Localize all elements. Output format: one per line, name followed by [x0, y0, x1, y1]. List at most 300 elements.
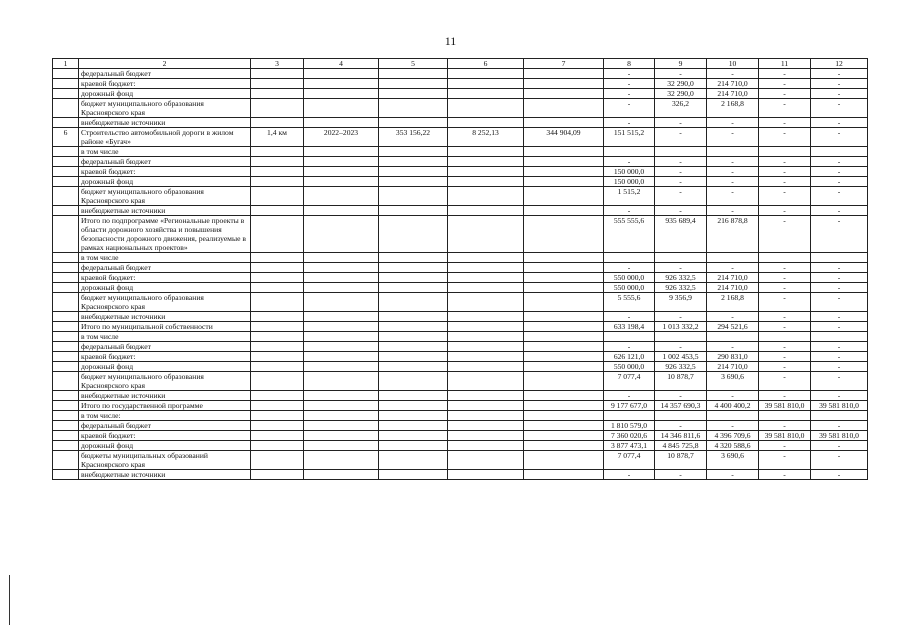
value-col-9: 10 878,7 — [655, 372, 707, 391]
cost-total-cell — [379, 69, 448, 79]
value-col-10: - — [707, 206, 759, 216]
period-cell — [304, 431, 379, 441]
row-number: 6 — [53, 128, 79, 147]
row-number — [53, 167, 79, 177]
period-cell — [304, 177, 379, 187]
header-col-1: 1 — [53, 59, 79, 69]
value-col-12 — [811, 411, 868, 421]
unit-cell — [251, 322, 304, 332]
cost-spent-cell — [448, 99, 524, 118]
value-col-9: 32 290,0 — [655, 89, 707, 99]
cost-total-cell — [379, 441, 448, 451]
value-col-10: 216 878,8 — [707, 216, 759, 253]
value-col-10: 3 690,6 — [707, 451, 759, 470]
column-number-header — [53, 59, 868, 69]
value-col-12 — [811, 147, 868, 157]
value-col-8 — [604, 253, 655, 263]
unit-cell — [251, 342, 304, 352]
value-col-10: - — [707, 157, 759, 167]
value-col-8: - — [604, 342, 655, 352]
header-col-3: 3 — [251, 59, 304, 69]
row-label: краевой бюджет: — [79, 431, 251, 441]
cost-spent-cell — [448, 69, 524, 79]
value-col-9: 926 332,5 — [655, 362, 707, 372]
period-cell — [304, 342, 379, 352]
table-row — [53, 431, 868, 441]
row-number — [53, 451, 79, 470]
value-col-9: - — [655, 470, 707, 480]
cost-remaining-cell — [524, 167, 604, 177]
cost-spent-cell — [448, 312, 524, 322]
cost-remaining-cell — [524, 177, 604, 187]
table-row — [53, 322, 868, 332]
value-col-9: - — [655, 206, 707, 216]
cost-spent-cell — [448, 147, 524, 157]
row-number — [53, 293, 79, 312]
value-col-12: - — [811, 187, 868, 206]
value-col-8: - — [604, 157, 655, 167]
value-col-9: 926 332,5 — [655, 283, 707, 293]
value-col-10: - — [707, 187, 759, 206]
unit-cell — [251, 312, 304, 322]
budget-table — [52, 58, 868, 480]
unit-cell — [251, 421, 304, 431]
value-col-12: - — [811, 167, 868, 177]
row-number — [53, 342, 79, 352]
value-col-11: - — [759, 187, 811, 206]
cost-spent-cell — [448, 157, 524, 167]
cost-total-cell — [379, 421, 448, 431]
row-label: внебюджетные источники — [79, 470, 251, 480]
value-col-12: - — [811, 99, 868, 118]
value-col-10: - — [707, 167, 759, 177]
cost-spent-cell — [448, 411, 524, 421]
unit-cell — [251, 118, 304, 128]
value-col-12: - — [811, 216, 868, 253]
value-col-11: 39 581 810,0 — [759, 431, 811, 441]
value-col-9: 4 845 725,8 — [655, 441, 707, 451]
cost-remaining-cell — [524, 187, 604, 206]
table-row — [53, 283, 868, 293]
value-col-12: - — [811, 89, 868, 99]
value-col-8: 151 515,2 — [604, 128, 655, 147]
table-row — [53, 157, 868, 167]
value-col-11: - — [759, 283, 811, 293]
value-col-9: - — [655, 263, 707, 273]
value-col-12: - — [811, 312, 868, 322]
value-col-9: 326,2 — [655, 99, 707, 118]
period-cell — [304, 293, 379, 312]
period-cell — [304, 441, 379, 451]
value-col-10: 294 521,6 — [707, 322, 759, 332]
value-col-9: - — [655, 312, 707, 322]
value-col-9: 1 002 453,5 — [655, 352, 707, 362]
cost-remaining-cell — [524, 372, 604, 391]
unit-cell — [251, 216, 304, 253]
cost-total-cell — [379, 470, 448, 480]
period-cell: 2022–2023 — [304, 128, 379, 147]
row-label: краевой бюджет: — [79, 79, 251, 89]
value-col-9: 9 356,9 — [655, 293, 707, 312]
row-label: бюджет муниципального образования Красноярского края — [79, 99, 251, 118]
value-col-11: - — [759, 421, 811, 431]
value-col-9: 1 013 332,2 — [655, 322, 707, 332]
row-number — [53, 391, 79, 401]
period-cell — [304, 470, 379, 480]
table-row — [53, 216, 868, 253]
value-col-11: - — [759, 372, 811, 391]
value-col-9: - — [655, 177, 707, 187]
value-col-11 — [759, 411, 811, 421]
unit-cell — [251, 431, 304, 441]
cost-remaining-cell — [524, 293, 604, 312]
cost-spent-cell: 8 252,13 — [448, 128, 524, 147]
value-col-11: - — [759, 293, 811, 312]
row-number — [53, 147, 79, 157]
value-col-8: - — [604, 69, 655, 79]
cost-remaining-cell — [524, 216, 604, 253]
row-number — [53, 69, 79, 79]
unit-cell — [251, 441, 304, 451]
row-label: краевой бюджет: — [79, 273, 251, 283]
row-label: краевой бюджет: — [79, 167, 251, 177]
period-cell — [304, 167, 379, 177]
value-col-8: 633 198,4 — [604, 322, 655, 332]
row-number — [53, 401, 79, 411]
table-row — [53, 342, 868, 352]
cost-remaining-cell — [524, 421, 604, 431]
cost-remaining-cell — [524, 206, 604, 216]
cost-remaining-cell — [524, 99, 604, 118]
period-cell — [304, 411, 379, 421]
value-col-12: - — [811, 157, 868, 167]
margin-line — [9, 575, 10, 625]
table-row — [53, 411, 868, 421]
cost-remaining-cell — [524, 391, 604, 401]
value-col-8 — [604, 411, 655, 421]
table-row — [53, 253, 868, 263]
cost-spent-cell — [448, 283, 524, 293]
value-col-8: 626 121,0 — [604, 352, 655, 362]
cost-total-cell — [379, 177, 448, 187]
value-col-8: 555 555,6 — [604, 216, 655, 253]
row-label: бюджет муниципального образования Красноярского края — [79, 293, 251, 312]
unit-cell — [251, 362, 304, 372]
value-col-12: 39 581 810,0 — [811, 431, 868, 441]
cost-total-cell — [379, 206, 448, 216]
value-col-10: 214 710,0 — [707, 273, 759, 283]
value-col-9: 14 346 811,6 — [655, 431, 707, 441]
row-number — [53, 253, 79, 263]
cost-spent-cell — [448, 470, 524, 480]
value-col-10 — [707, 411, 759, 421]
value-col-8: - — [604, 470, 655, 480]
cost-total-cell — [379, 89, 448, 99]
cost-total-cell — [379, 167, 448, 177]
period-cell — [304, 421, 379, 431]
header-col-11: 11 — [759, 59, 811, 69]
table-row — [53, 263, 868, 273]
period-cell — [304, 118, 379, 128]
row-label: внебюджетные источники — [79, 206, 251, 216]
value-col-8: 550 000,0 — [604, 283, 655, 293]
value-col-11: - — [759, 177, 811, 187]
value-col-10: 214 710,0 — [707, 283, 759, 293]
cost-total-cell — [379, 187, 448, 206]
table-row — [53, 147, 868, 157]
value-col-8: - — [604, 99, 655, 118]
value-col-9: 32 290,0 — [655, 79, 707, 89]
value-col-10: - — [707, 69, 759, 79]
row-number — [53, 177, 79, 187]
row-label: Строительство автомобильной дороги в жилом районе «Бугач» — [79, 128, 251, 147]
unit-cell — [251, 372, 304, 391]
unit-cell — [251, 283, 304, 293]
value-col-9 — [655, 253, 707, 263]
value-col-9: 935 689,4 — [655, 216, 707, 253]
value-col-11: - — [759, 312, 811, 322]
value-col-9 — [655, 411, 707, 421]
value-col-11: - — [759, 362, 811, 372]
unit-cell — [251, 187, 304, 206]
period-cell — [304, 451, 379, 470]
cost-spent-cell — [448, 391, 524, 401]
value-col-10: 290 831,0 — [707, 352, 759, 362]
row-number — [53, 206, 79, 216]
row-label: краевой бюджет: — [79, 352, 251, 362]
period-cell — [304, 99, 379, 118]
cost-total-cell — [379, 216, 448, 253]
cost-total-cell — [379, 312, 448, 322]
value-col-9: - — [655, 421, 707, 431]
value-col-12: - — [811, 342, 868, 352]
row-number — [53, 263, 79, 273]
cost-remaining-cell — [524, 362, 604, 372]
cost-total-cell — [379, 411, 448, 421]
table-row — [53, 206, 868, 216]
row-number — [53, 411, 79, 421]
cost-total-cell — [379, 322, 448, 332]
value-col-10 — [707, 332, 759, 342]
row-label: бюджет муниципального образования Красноярского края — [79, 372, 251, 391]
header-col-9: 9 — [655, 59, 707, 69]
cost-total-cell — [379, 263, 448, 273]
cost-spent-cell — [448, 118, 524, 128]
cost-remaining-cell — [524, 253, 604, 263]
table-row — [53, 421, 868, 431]
value-col-12: - — [811, 362, 868, 372]
cost-total-cell — [379, 332, 448, 342]
cost-spent-cell — [448, 352, 524, 362]
row-label: Итого по подпрограмме «Региональные проекты в области дорожного хозяйства и повышения безопасности дорожного движения, реализуемые в рамках национальных проектов» — [79, 216, 251, 253]
cost-total-cell — [379, 118, 448, 128]
cost-spent-cell — [448, 253, 524, 263]
value-col-11 — [759, 147, 811, 157]
value-col-11: - — [759, 216, 811, 253]
period-cell — [304, 79, 379, 89]
row-label: федеральный бюджет — [79, 157, 251, 167]
cost-remaining-cell — [524, 312, 604, 322]
table-row — [53, 89, 868, 99]
value-col-12: - — [811, 273, 868, 283]
value-col-8: 7 077,4 — [604, 372, 655, 391]
unit-cell — [251, 79, 304, 89]
cost-remaining-cell: 344 904,09 — [524, 128, 604, 147]
value-col-11: - — [759, 167, 811, 177]
table-row — [53, 332, 868, 342]
row-number — [53, 79, 79, 89]
cost-total-cell — [379, 99, 448, 118]
cost-spent-cell — [448, 167, 524, 177]
cost-remaining-cell — [524, 411, 604, 421]
value-col-10: 214 710,0 — [707, 79, 759, 89]
cost-remaining-cell — [524, 79, 604, 89]
table-row — [53, 187, 868, 206]
value-col-9 — [655, 332, 707, 342]
value-col-11: - — [759, 157, 811, 167]
row-label: федеральный бюджет — [79, 342, 251, 352]
value-col-10: - — [707, 470, 759, 480]
cost-remaining-cell — [524, 342, 604, 352]
cost-remaining-cell — [524, 89, 604, 99]
period-cell — [304, 391, 379, 401]
value-col-9: - — [655, 342, 707, 352]
unit-cell — [251, 332, 304, 342]
value-col-9 — [655, 147, 707, 157]
value-col-12: - — [811, 118, 868, 128]
unit-cell — [251, 157, 304, 167]
cost-remaining-cell — [524, 322, 604, 332]
row-number — [53, 187, 79, 206]
row-number — [53, 216, 79, 253]
value-col-11: - — [759, 99, 811, 118]
row-number — [53, 470, 79, 480]
period-cell — [304, 147, 379, 157]
value-col-10: 2 168,8 — [707, 99, 759, 118]
cost-total-cell — [379, 342, 448, 352]
cost-spent-cell — [448, 89, 524, 99]
row-label: федеральный бюджет — [79, 69, 251, 79]
value-col-10: - — [707, 128, 759, 147]
unit-cell — [251, 177, 304, 187]
cost-spent-cell — [448, 206, 524, 216]
value-col-8: 1 810 579,0 — [604, 421, 655, 431]
value-col-12: - — [811, 206, 868, 216]
row-label: бюджеты муниципальных образований Красноярского края — [79, 451, 251, 470]
row-number — [53, 332, 79, 342]
value-col-8: 7 077,4 — [604, 451, 655, 470]
period-cell — [304, 332, 379, 342]
row-label: федеральный бюджет — [79, 421, 251, 431]
value-col-8: 1 515,2 — [604, 187, 655, 206]
row-label: дорожный фонд — [79, 441, 251, 451]
value-col-11: - — [759, 206, 811, 216]
value-col-12: - — [811, 293, 868, 312]
value-col-12: - — [811, 441, 868, 451]
value-col-10: - — [707, 118, 759, 128]
unit-cell — [251, 470, 304, 480]
table-row — [53, 470, 868, 480]
cost-remaining-cell — [524, 118, 604, 128]
value-col-8: 7 360 020,6 — [604, 431, 655, 441]
value-col-8: - — [604, 89, 655, 99]
unit-cell — [251, 167, 304, 177]
row-label: в том числе — [79, 332, 251, 342]
header-col-6: 6 — [448, 59, 524, 69]
cost-spent-cell — [448, 342, 524, 352]
cost-total-cell — [379, 391, 448, 401]
value-col-12 — [811, 332, 868, 342]
row-label: в том числе — [79, 253, 251, 263]
table-row — [53, 99, 868, 118]
value-col-8: - — [604, 312, 655, 322]
value-col-9: - — [655, 118, 707, 128]
table-row — [53, 362, 868, 372]
row-number — [53, 322, 79, 332]
value-col-11: - — [759, 128, 811, 147]
cost-remaining-cell — [524, 283, 604, 293]
row-number — [53, 118, 79, 128]
table-row — [53, 273, 868, 283]
cost-remaining-cell — [524, 451, 604, 470]
value-col-10: - — [707, 421, 759, 431]
cost-total-cell — [379, 79, 448, 89]
value-col-10: - — [707, 177, 759, 187]
value-col-8: 550 000,0 — [604, 273, 655, 283]
value-col-11: - — [759, 263, 811, 273]
table-row — [53, 177, 868, 187]
value-col-11: - — [759, 89, 811, 99]
row-label: в том числе — [79, 147, 251, 157]
value-col-10: - — [707, 391, 759, 401]
value-col-10 — [707, 253, 759, 263]
value-col-10: 4 320 588,6 — [707, 441, 759, 451]
unit-cell — [251, 451, 304, 470]
cost-spent-cell — [448, 263, 524, 273]
period-cell — [304, 253, 379, 263]
unit-cell — [251, 263, 304, 273]
row-number — [53, 273, 79, 283]
table-row — [53, 441, 868, 451]
value-col-8: - — [604, 263, 655, 273]
value-col-10: 4 400 400,2 — [707, 401, 759, 411]
header-col-12: 12 — [811, 59, 868, 69]
period-cell — [304, 372, 379, 391]
cost-remaining-cell — [524, 147, 604, 157]
value-col-8: 9 177 677,0 — [604, 401, 655, 411]
cost-total-cell — [379, 293, 448, 312]
value-col-8: 550 000,0 — [604, 362, 655, 372]
cost-remaining-cell — [524, 157, 604, 167]
value-col-12: - — [811, 177, 868, 187]
cost-remaining-cell — [524, 470, 604, 480]
value-col-12: - — [811, 69, 868, 79]
value-col-8: 150 000,0 — [604, 177, 655, 187]
value-col-12: - — [811, 352, 868, 362]
unit-cell — [251, 293, 304, 312]
value-col-11: - — [759, 273, 811, 283]
row-label: Итого по муниципальной собственности — [79, 322, 251, 332]
header-col-2: 2 — [79, 59, 251, 69]
cost-total-cell — [379, 147, 448, 157]
value-col-8: - — [604, 79, 655, 89]
period-cell — [304, 263, 379, 273]
cost-total-cell — [379, 362, 448, 372]
value-col-8: - — [604, 118, 655, 128]
value-col-9: - — [655, 391, 707, 401]
value-col-8: 150 000,0 — [604, 167, 655, 177]
row-number — [53, 441, 79, 451]
